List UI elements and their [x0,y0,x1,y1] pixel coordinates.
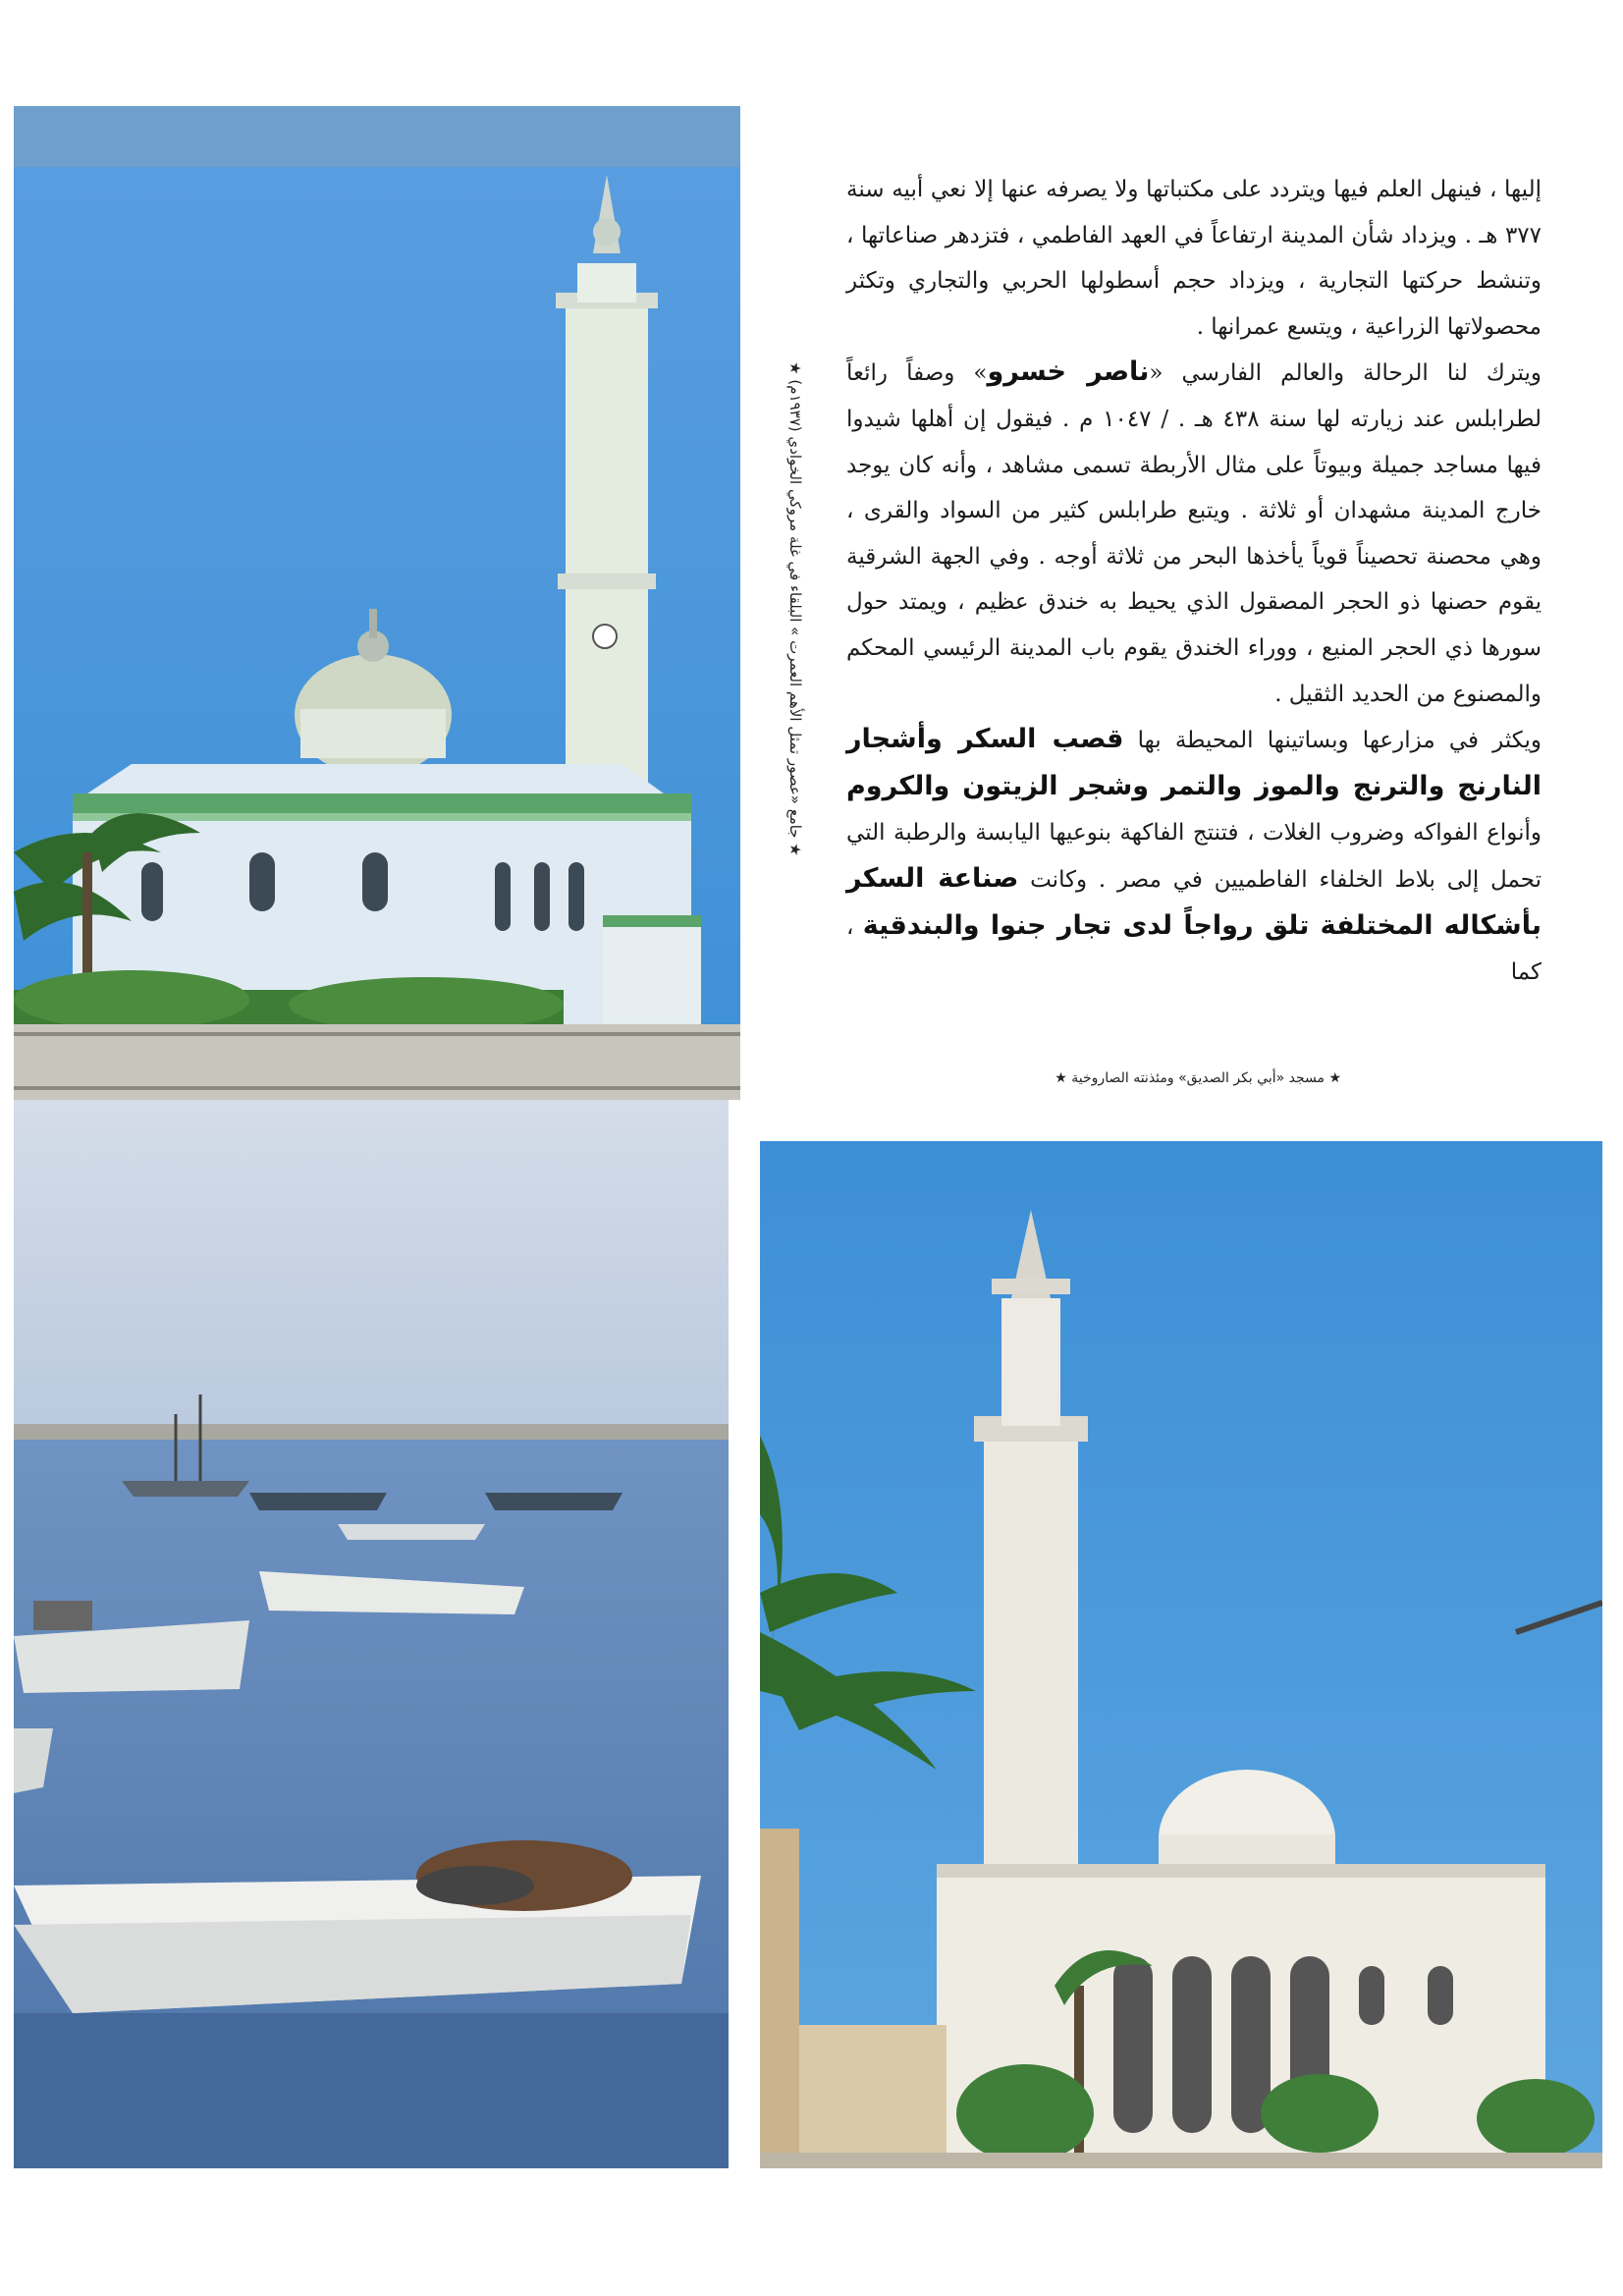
article-paragraph-3-intro: ويكثر في مزارعها وبساتينها المحيطة بها [1137,728,1542,754]
article-paragraph-2-body: » وصفاً رائعاً لطرابلس عند زيارته لها سنة ٤٣٨ هـ . / ١٠٤٧ م . فيقول إن أهلها شيدوا فيها مساجد جميلة وبيوتاً على مثال الأربطة تسمى مشاهد ، وأنه كان يوجد خارج المدينة مشهدان أو ثلاثة . ويتبع طرابلس كثير من السواد والقرى ، وهي محصنة تحصيناً قوياً يأخذها البحر من ثلاثة أوجه . وفي الجهة الشرقية يقوم حصنها ذو الحجر المصقول الذي يحيط به خندق عظيم ، ويمتد حول سورها ذي الحجر المنيع ، ووراء الخندق يقوم باب المدينة الرئيسي المحكم والمصنوع من الحديد الثقيل . [846,360,1542,707]
article-paragraph-3 [846,717,1542,996]
photo-abu-bakr-mosque [760,1141,1602,2168]
caption-vertical [778,295,813,923]
photo-fishing-boats-image [14,1100,729,2168]
photo-mosque-top-left-image [14,106,740,1100]
caption-abu-bakr-mosque: ★ مسجد «أبي بكر الصديق» ومئذنته الصاروخية ★ [1055,1070,1341,1086]
article-paragraph-1: إليها ، فينهل العلم فيها ويتردد على مكتباتها ولا يصرفه عنها إلا نعي أبيه سنة ٣٧٧ هـ . ويزداد شأن المدينة ارتفاعاً في العهد الفاطمي ، فتزدهر صناعاتها ، وتنشط حركتها التجارية ، ويزداد حجم أسطولها الحربي والتجاري وتكثر محصولاتها الزراعية ، ويتسع عمرانها . [846,177,1542,340]
article-paragraph-2-intro: ويترك لنا الرحالة والعالم الفارسي « [1149,360,1542,387]
photo-mosque-top-left [14,106,740,1100]
article-paragraph-3-end: ، كما [846,913,1542,986]
article-paragraph-3-middle: وأنواع الفواكه وضروب الغلات ، فتنتج الفاكهة بنوعيها اليابسة والرطبة التي تحمل إلى بلاط الخلفاء الفاطميين في مصر . وكانت [846,820,1542,893]
photo-abu-bakr-mosque-image [760,1141,1602,2168]
article-paragraph-2 [846,350,1542,717]
photo-fishing-boats [14,1100,729,2168]
article-highlight-crops: قصب السكر وأشجار النارنج والترنج والموز والتمر وشجر الزيتون والكروم [846,724,1542,801]
caption-vertical-text: ★ جامع «عصور تمثل الأهم العمرت » البلقاء في غلة مروكي الخوادي (١٩٣٧م) ★ [786,361,804,856]
article-highlight-nasir-khusraw: ناصر خسرو [987,356,1150,388]
article-text [846,167,1542,996]
article-highlight-sugar-industry: صناعة السكر بأشكاله المختلفة تلق رواجاً لدى تجار جنوا والبندقية [846,862,1542,941]
